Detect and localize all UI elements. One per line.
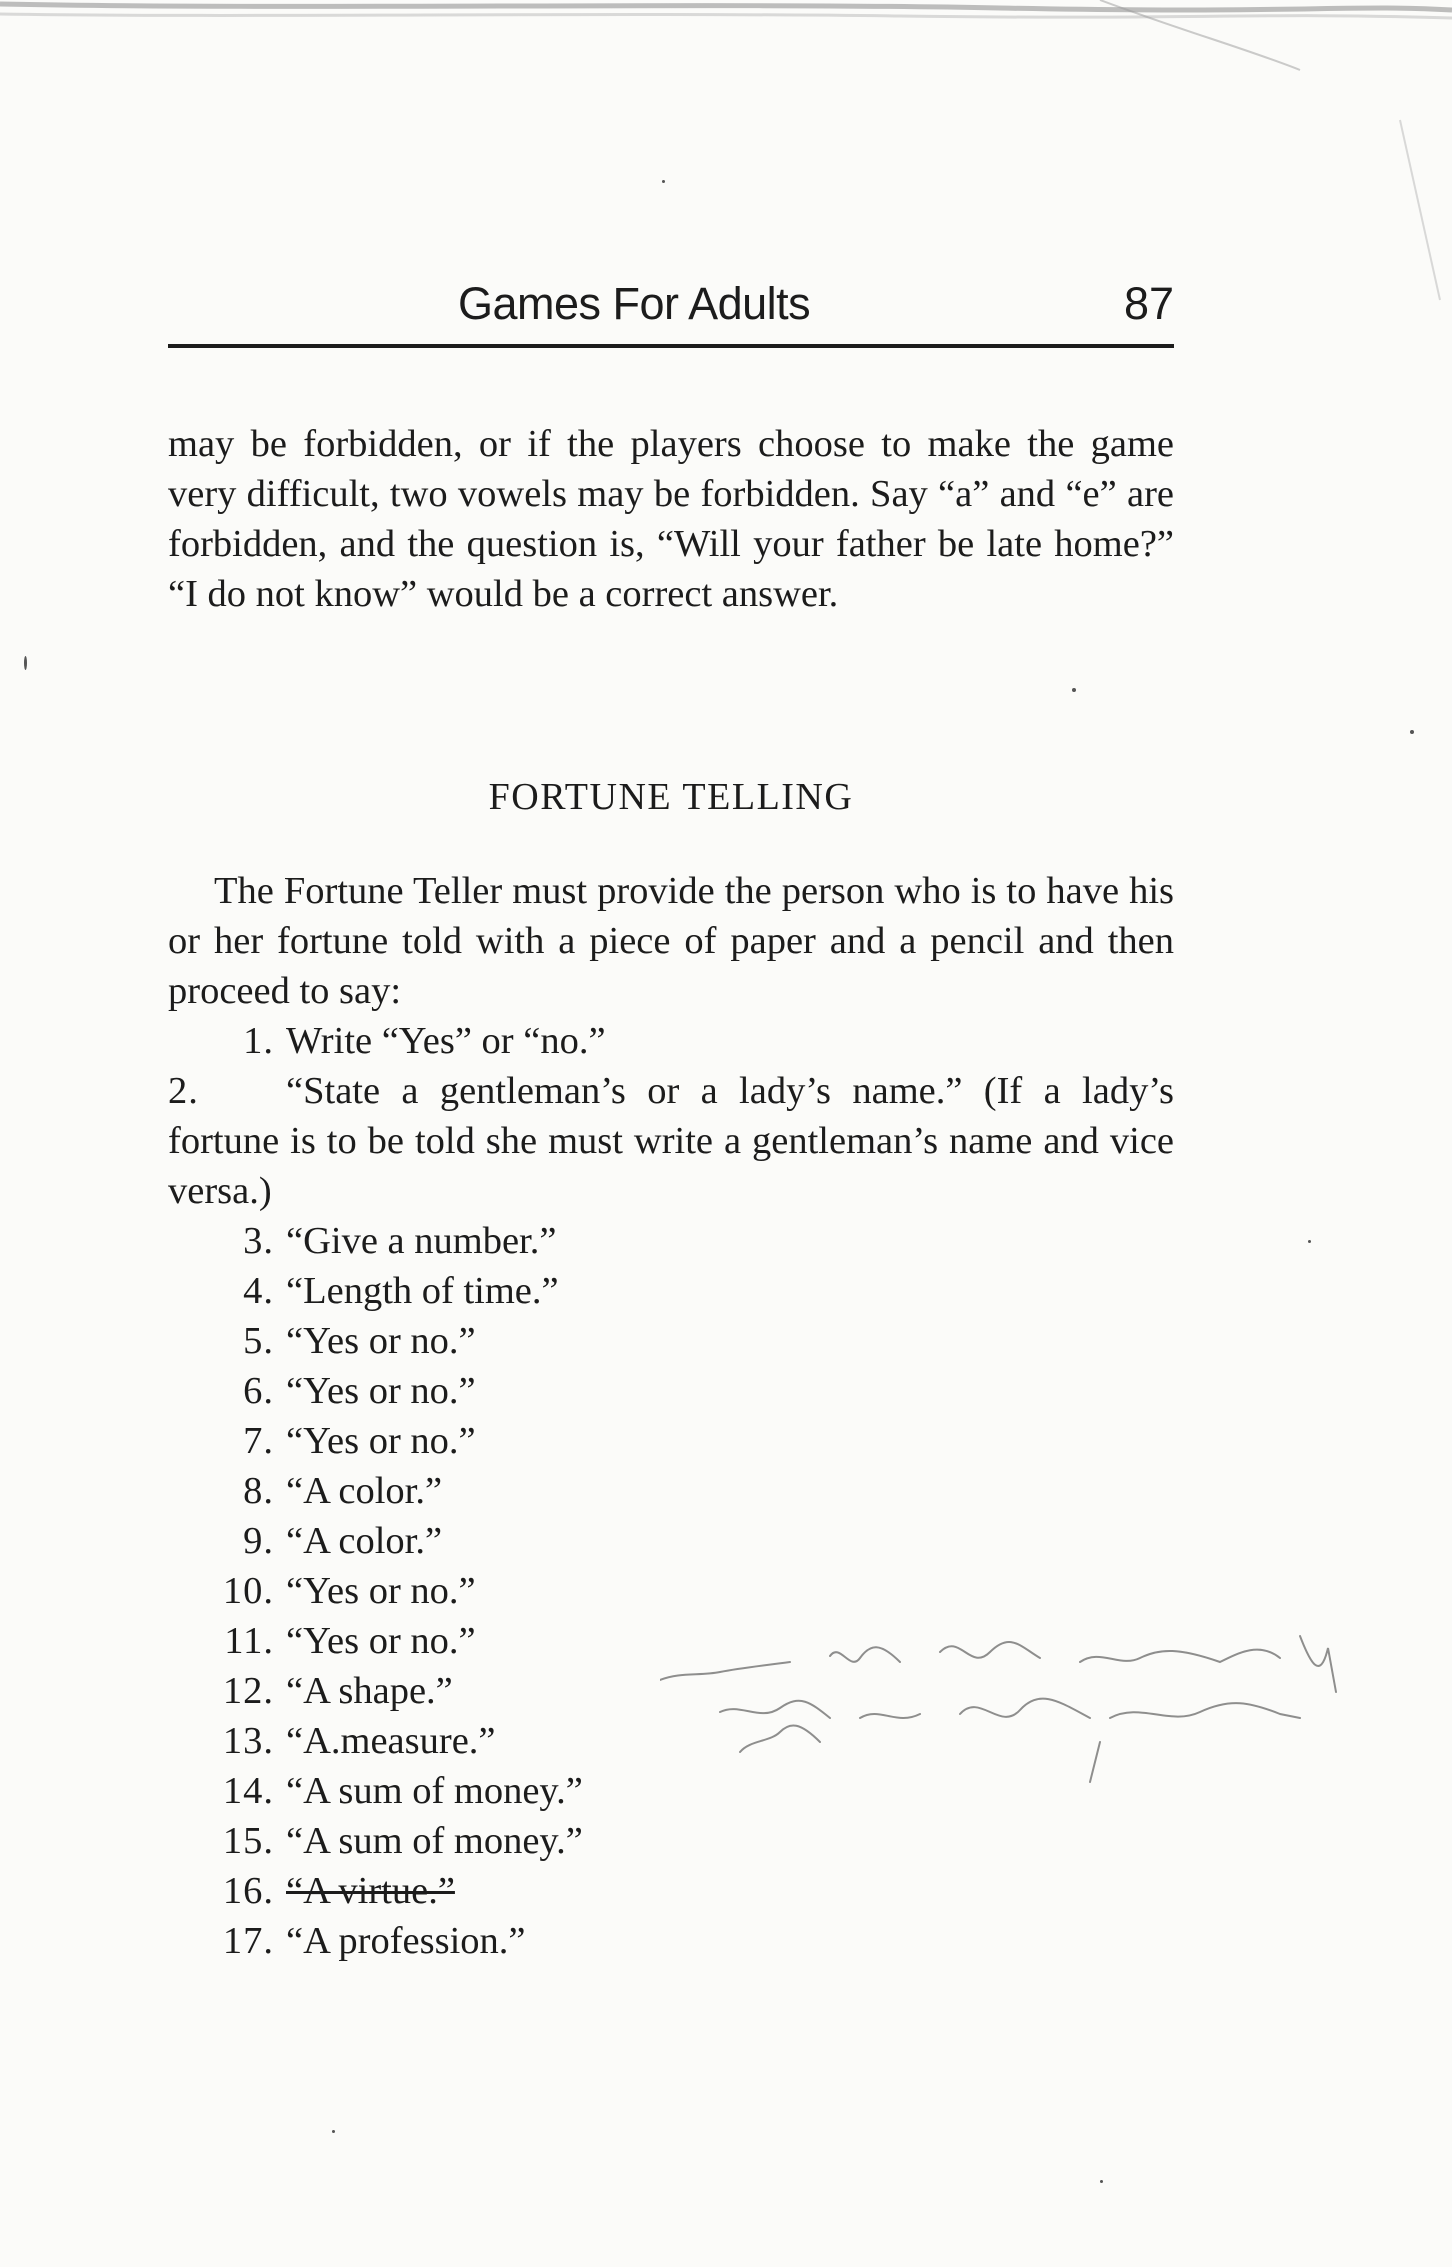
scan-speck	[1308, 1240, 1311, 1243]
list-item	[168, 1616, 1174, 1666]
list-number: 10.	[222, 1570, 274, 1612]
list-text: “A profession.”	[286, 1920, 526, 1962]
list-number: 16.	[222, 1870, 274, 1912]
scan-speck	[1410, 730, 1414, 734]
scan-speck	[1100, 2180, 1103, 2183]
list-item	[168, 1466, 1174, 1516]
running-header	[168, 274, 1174, 344]
scan-speck	[24, 656, 27, 670]
list-item	[168, 1416, 1174, 1466]
scan-speck	[332, 2130, 335, 2133]
list-text: “A color.”	[286, 1520, 443, 1562]
list-number: 13.	[222, 1720, 274, 1762]
list-number: 15.	[222, 1820, 274, 1862]
list-number: 17.	[222, 1920, 274, 1962]
list-text: “A color.”	[286, 1470, 443, 1512]
list-item	[168, 1866, 1174, 1916]
list-text: “Yes or no.”	[286, 1320, 476, 1362]
list-text: “A shape.”	[286, 1670, 453, 1712]
list-text: “Yes or no.”	[286, 1620, 476, 1662]
list-text-struck: “A virtue.”	[286, 1870, 455, 1912]
list-item	[168, 1216, 1174, 1266]
list-item	[168, 1916, 1174, 1966]
list-text: “Yes or no.”	[286, 1570, 476, 1612]
list-number: 1.	[243, 1020, 274, 1062]
list-number: 4.	[243, 1270, 274, 1312]
scan-speck	[662, 180, 665, 183]
list-text: “Length of time.”	[286, 1270, 559, 1312]
list-item	[168, 1816, 1174, 1866]
list-number: 3.	[243, 1220, 274, 1262]
list-number: 14.	[222, 1770, 274, 1812]
header-rule	[168, 344, 1174, 348]
running-title: Games For Adults	[458, 278, 811, 329]
list-number: 6.	[243, 1370, 274, 1412]
scan-speck	[1072, 688, 1076, 692]
list-item	[168, 1266, 1174, 1316]
paragraph-continuation: may be forbidden, or if the players choose to make the game very difficult, two vowels may be forbidden. Say “a” and “e” are forbidden, and the question is, “Will your father be late home?” “I do not know” would be a correct answer.	[168, 423, 1174, 615]
section-heading: FORTUNE TELLING	[488, 776, 854, 818]
list-item	[168, 1316, 1174, 1366]
list-text: “Give a number.”	[286, 1220, 557, 1262]
list-text: “State a gentleman’s or a lady’s name.” (If a lady’s fortune is to be told she must write a gentleman’s name and vice versa.)	[168, 1070, 1174, 1212]
list-item	[168, 1766, 1174, 1816]
list-number: 5.	[243, 1320, 274, 1362]
list-number: 11.	[224, 1620, 274, 1662]
list-number: 12.	[222, 1670, 274, 1712]
list-number: 7.	[243, 1420, 274, 1462]
question-list	[168, 1016, 1174, 1966]
list-text: Write “Yes” or “no.”	[286, 1020, 606, 1062]
list-item	[168, 1566, 1174, 1616]
list-text: “A.measure.”	[286, 1720, 496, 1762]
list-item	[168, 1666, 1174, 1716]
list-item	[168, 1716, 1174, 1766]
paragraph-intro: The Fortune Teller must provide the person who is to have his or her fortune told with a piece of paper and a pencil and then proceed to say:	[168, 870, 1174, 1012]
list-number: 8.	[243, 1470, 274, 1512]
scan-edge-noise	[0, 0, 1452, 320]
list-item	[168, 1366, 1174, 1416]
list-text: “Yes or no.”	[286, 1420, 476, 1462]
list-text: “A sum of money.”	[286, 1770, 583, 1812]
page-number: 87	[1123, 278, 1174, 329]
list-item	[168, 1516, 1174, 1566]
list-text: “Yes or no.”	[286, 1370, 476, 1412]
list-item	[168, 1066, 1174, 1216]
list-number: 9.	[243, 1520, 274, 1562]
list-text: “A sum of money.”	[286, 1820, 583, 1862]
list-number: 2.	[168, 1070, 199, 1112]
list-item	[168, 1016, 1174, 1066]
